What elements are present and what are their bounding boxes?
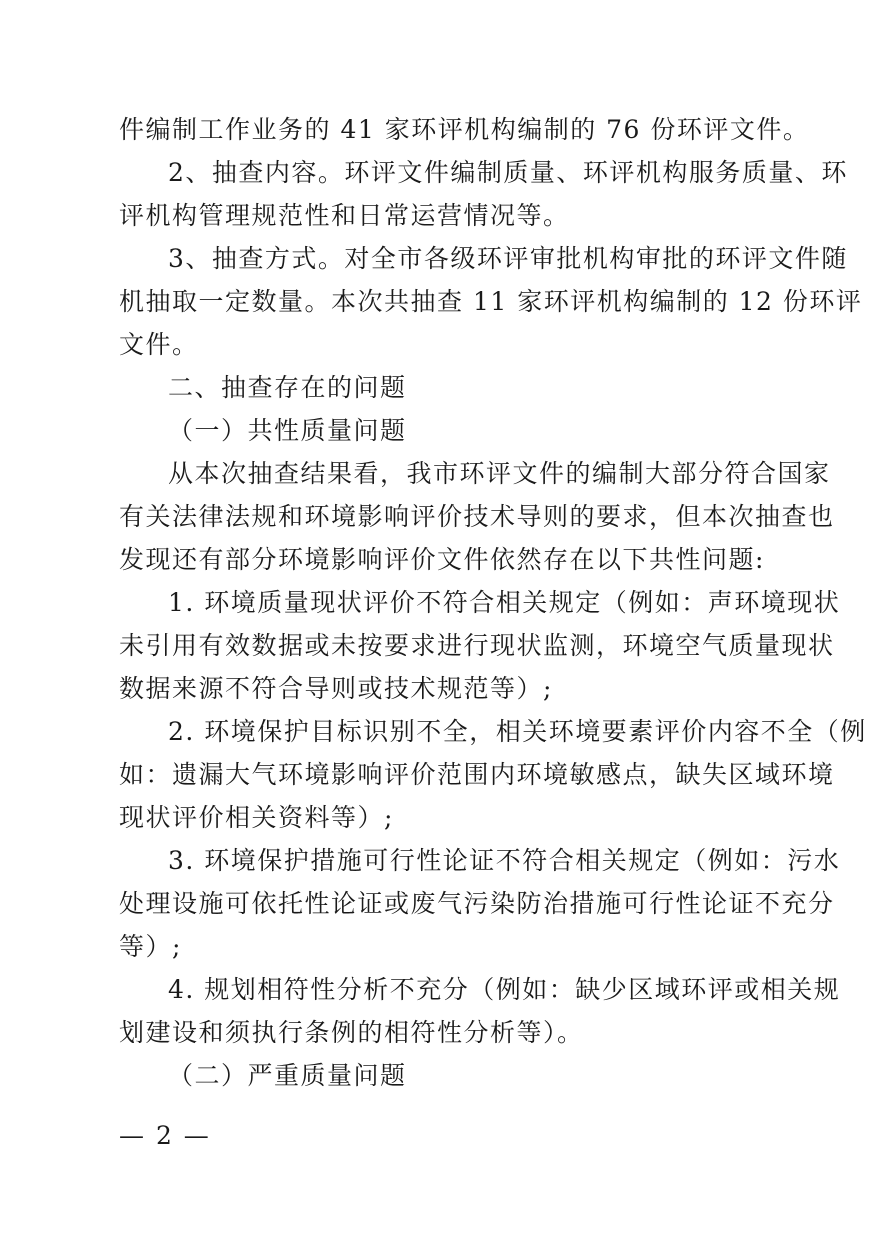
text-line: 如：遗漏大气环境影响评价范围内环境敏感点，缺失区域环境 xyxy=(119,760,835,789)
text-line: 3. 环境保护措施可行性论证不符合相关规定（例如：污水 xyxy=(168,846,841,875)
text-line: 划建设和须执行条例的相符性分析等）。 xyxy=(119,1018,584,1047)
subsection-heading: （二）严重质量问题 xyxy=(168,1061,407,1090)
text-line: 等）; xyxy=(119,932,182,961)
subsection-heading: （一）共性质量问题 xyxy=(168,416,407,445)
section-heading: 二、抽查存在的问题 xyxy=(168,373,407,402)
text-line: 未引用有效数据或未按要求进行现状监测，环境空气质量现状 xyxy=(119,631,835,660)
text-line: 1. 环境质量现状评价不符合相关规定（例如：声环境现状 xyxy=(168,588,841,617)
text-line: 评机构管理规范性和日常运营情况等。 xyxy=(119,201,570,230)
text-line: 发现还有部分环境影响评价文件依然存在以下共性问题: xyxy=(119,545,765,574)
text-line: 件编制工作业务的 41 家环评机构编制的 76 份环评文件。 xyxy=(119,115,810,144)
text-line: 从本次抽查结果看，我市环评文件的编制大部分符合国家 xyxy=(168,459,831,488)
page-number: — 2 — xyxy=(119,1121,211,1150)
text-line: 数据来源不符合导则或技术规范等）; xyxy=(119,674,553,703)
text-line: 4. 规划相符性分析不充分（例如：缺少区域环评或相关规 xyxy=(168,975,841,1004)
text-line: 处理设施可依托性论证或废气污染防治措施可行性论证不充分 xyxy=(119,889,835,918)
text-line: 文件。 xyxy=(119,330,199,359)
text-line: 有关法律法规和环境影响评价技术导则的要求，但本次抽查也 xyxy=(119,502,835,531)
text-line: 现状评价相关资料等）; xyxy=(119,803,394,832)
text-line: 3、抽查方式。对全市各级环评审批机构审批的环评文件随 xyxy=(168,244,848,273)
text-line: 2、抽查内容。环评文件编制质量、环评机构服务质量、环 xyxy=(168,158,848,187)
text-line: 2. 环境保护目标识别不全，相关环境要素评价内容不全（例 xyxy=(168,717,867,746)
text-line: 机抽取一定数量。本次共抽查 11 家环评机构编制的 12 份环评 xyxy=(119,287,863,316)
